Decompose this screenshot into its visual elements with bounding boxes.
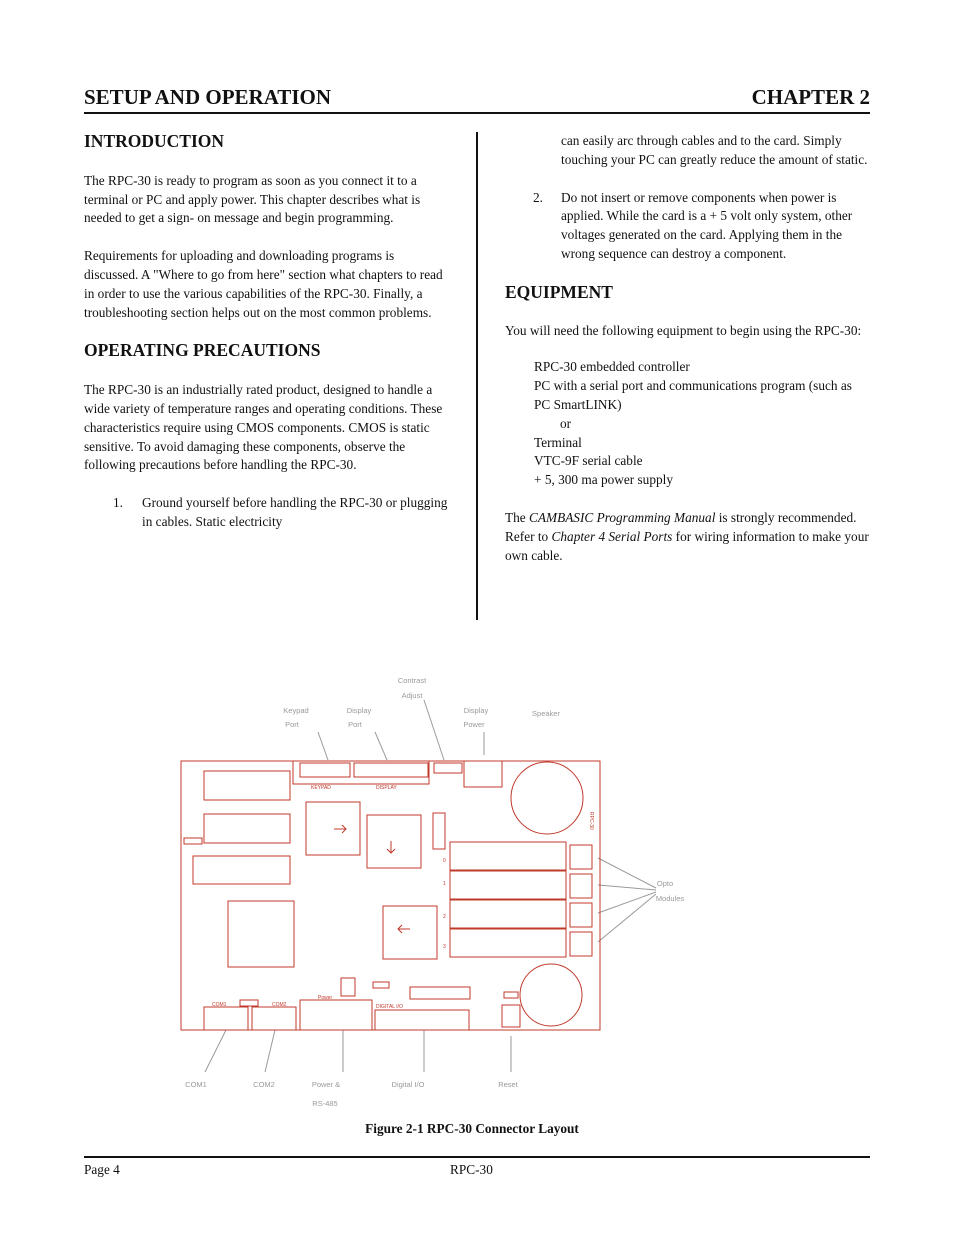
item-text: Ground yourself before handling the RPC-30 or plugging in cables. Static electricity <box>142 495 448 529</box>
silk-display: DISPLAY <box>376 785 397 791</box>
intro-paragraph-2: Requirements for uploading and downloading programs is discussed. A "Where to go from here" section what chapters to read in order to use the various capabilities of the RPC-30. Finally, a troubleshooting section helps out on the most common problems. <box>84 248 443 320</box>
item-number: 1. <box>113 495 123 511</box>
silk-keypad: KEYPAD <box>311 785 331 791</box>
keypad-label: Keypad <box>283 706 309 715</box>
column-divider <box>476 132 478 620</box>
display-port-label: Display <box>346 706 372 715</box>
silk-slot-2: 2 <box>443 914 446 920</box>
page-header <box>84 84 870 114</box>
page-number: Page 4 <box>84 1162 120 1177</box>
ref-text: is strongly recommended. Refer to <box>505 509 857 544</box>
chapter-title: CHAPTER 2 <box>751 85 870 109</box>
page-footer <box>84 1156 870 1177</box>
precaution-item-1 <box>84 494 450 532</box>
intro-paragraph-1: The RPC-30 is ready to program as soon as you connect it to a terminal or PC and apply power. This chapter describes what is needed to get a sign- on message and begin programming. <box>84 172 421 226</box>
manual-title: CAMBASIC Programming Manual <box>529 509 716 525</box>
opto-label: Opto <box>656 879 674 888</box>
opto-label: Modules <box>655 894 685 903</box>
equipment-paragraph: You will need the following equipment to begin using the RPC-30: <box>505 322 862 338</box>
equipment-or: or <box>560 415 572 431</box>
silk-com2: COM2 <box>272 1002 287 1008</box>
equipment-item: VTC-9F serial cable <box>534 453 643 469</box>
right-column <box>505 132 871 565</box>
circuit-board <box>181 761 600 1030</box>
silk-slot-0: 0 <box>443 858 446 864</box>
ref-text: The <box>505 509 529 525</box>
reset-label: Reset <box>498 1080 518 1089</box>
equipment-heading: EQUIPMENT <box>505 281 613 302</box>
chip-arrows <box>334 825 410 933</box>
precaution-item-1-continued: can easily arc through cables and to the card. Simply touching your PC can greatly reduce the amount of static. <box>561 133 868 167</box>
chapter-reference: Chapter 4 Serial Ports <box>551 528 673 544</box>
com1-label: COM1 <box>185 1080 207 1089</box>
equipment-item: + 5, 300 ma power supply <box>534 472 673 488</box>
silk-slot-3: 3 <box>443 944 446 950</box>
item-text: Do not insert or remove components when power is applied. While the card is a + 5 volt only system, other voltages generated on the card. Applying them in the wrong sequence can destroy a component. <box>561 189 853 261</box>
callout-lines <box>205 700 656 1072</box>
introduction-heading: INTRODUCTION <box>84 131 225 151</box>
equipment-item: Terminal <box>534 434 582 450</box>
contrast-label: Contrast <box>397 676 427 685</box>
display-power-label: Display <box>463 706 489 715</box>
silk-digital-io: DIGITAL I/O <box>376 1004 403 1010</box>
item-number: 2. <box>533 189 543 205</box>
equipment-item: PC with a serial port and communications program (such as PC SmartLINK) <box>534 378 852 412</box>
power-label: RS-485 <box>312 1099 338 1108</box>
caption-text: Figure 2-1 RPC-30 Connector Layout <box>365 1121 579 1136</box>
keypad-label: Port <box>285 720 299 729</box>
ref-text: for wiring information to make your own cable. <box>505 528 869 563</box>
left-column <box>84 132 450 532</box>
precautions-heading: OPERATING PRECAUTIONS <box>84 340 321 361</box>
equipment-list <box>505 358 871 490</box>
precaution-item-2 <box>505 189 871 264</box>
footer-product: RPC-30 <box>450 1162 493 1177</box>
display-power-label: Power <box>463 720 485 729</box>
manual-reference <box>505 509 871 565</box>
figure-caption <box>0 1121 954 1137</box>
digital-io-label: Digital I/O <box>391 1080 425 1089</box>
silk-model: RPC-30 <box>588 812 594 830</box>
silk-power: Power <box>318 995 333 1001</box>
board-silkscreen <box>212 785 594 1010</box>
contrast-label: Adjust <box>401 691 423 700</box>
com2-label: COM2 <box>253 1080 275 1089</box>
precautions-paragraph: The RPC-30 is an industrially rated product, designed to handle a wide variety of temperature ranges and operating conditions. These characteristics require using CMOS components. CMOS is static sensitive. To avoid damaging these components, observe the following precautions before handling the RPC-30. <box>84 382 443 473</box>
speaker-label: Speaker <box>532 709 560 718</box>
equipment-item: RPC-30 embedded controller <box>534 359 690 375</box>
silk-com1: COM1 <box>212 1002 227 1008</box>
connector-layout-figure <box>0 660 954 1115</box>
callout-labels <box>185 676 684 1108</box>
power-label: Power & <box>311 1080 341 1089</box>
silk-slot-1: 1 <box>443 881 446 887</box>
section-title: SETUP AND OPERATION <box>84 85 331 109</box>
display-port-label: Port <box>348 720 362 729</box>
